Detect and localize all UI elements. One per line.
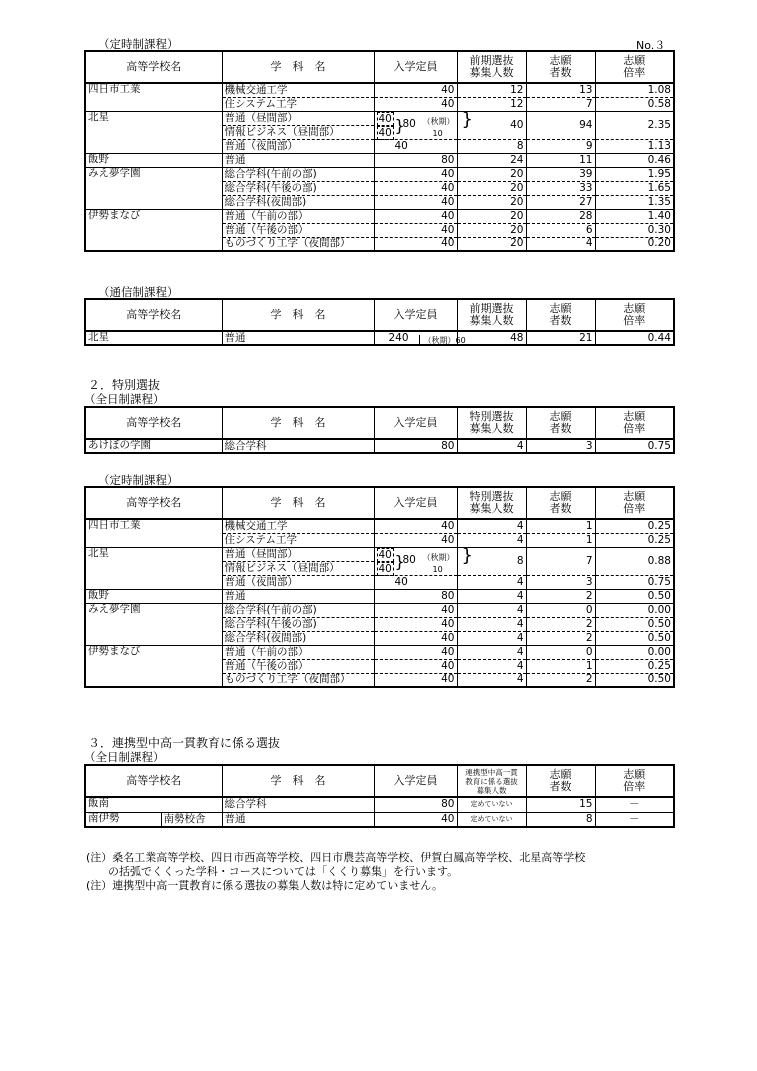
table-row: ものづくり工学（夜間部） 40 4 2 0.50 [85, 673, 674, 687]
caption-teiji-1: （定時制課程） [98, 37, 179, 51]
header-early: 前期選抜 募集人数 [457, 51, 526, 83]
caption-tsushin: （通信制課程） [98, 285, 179, 299]
table-tsushin: 高等学校名 学 科 名 入学定員 前期選抜 募集人数 志願 者数 志願 倍率 北星 普通 240 （秋期）60 48 21 0.44 [84, 298, 675, 346]
table-row: 情報ビジネス（昼間部） [85, 561, 674, 575]
table-row: 飯南 総合学科 80 定めていない 15 － [85, 797, 674, 812]
table-row: 総合学科(午後の部) 40 20 33 1.65 [85, 181, 674, 195]
table-row: 北星 普通（昼間部） 40 40 } 80 （秋期） 10 } 40 94 2.35 [85, 111, 674, 125]
table-row: あけぼの学園 総合学科 80 4 3 0.75 [85, 439, 674, 453]
table-special-teiji: 高等学校名 学 科 名 入学定員 特別選抜 募集人数 志願 者数 志願 倍率 四日市工業 機械交通工学 40 4 1 0.25 住システム工学 40 4 1 0.25 北星 普通（昼間部） 40 40 } 80 （秋期） 10 } 8 7 0.88 情報ビジネス（昼間部） 普通（夜間部） 40 4 3 0.75 飯野 普通 80 4 2 0.50 みえ夢学園 総合学科(午前の部) 40 4 0 0.00 総合学科(午後の部) 40 4 2 0.50 総合学科(夜間部) 40 4 2 0.50 伊勢まなび 普通（午前の部） 40 4 0 0.00 普通（午後の部） 40 4 1 0.25 ものづくり工学（夜間部） 40 4 2 0.50 [84, 486, 675, 688]
section2-title: ２．特別選抜 [88, 378, 161, 392]
table-row: みえ夢学園 総合学科(午前の部) 40 20 39 1.95 [85, 167, 674, 181]
table-special-zennichi: 高等学校名 学 科 名 入学定員 特別選抜 募集人数 志願 者数 志願 倍率 あけぼの学園 総合学科 80 4 3 0.75 [84, 406, 675, 454]
table-renkei: 高等学校名 学 科 名 入学定員 連携型中高一貫 教育に係る選抜 募集人数 志願 者数 志願 倍率 飯南 総合学科 80 定めていない 15 － 南伊勢 南勢校舎 普通 40 定めていない 8 － [84, 764, 675, 828]
header-capacity: 入学定員 [374, 51, 457, 83]
table-row: 住システム工学 40 12 7 0.58 [85, 97, 674, 111]
note-line: の括弧でくくった学科・コースについては「くくり募集」を行います。 [86, 865, 459, 878]
note-line: (注）桑名工業高等学校、四日市西高等学校、四日市農芸高等学校、伊賀白鳳高等学校、北星高等学校 [86, 851, 586, 864]
table-row: 飯野 普通 80 4 2 0.50 [85, 589, 674, 603]
table-row: 北星 普通 240 （秋期）60 48 21 0.44 [85, 331, 674, 345]
table-row: 総合学科(夜間部) 40 4 2 0.50 [85, 631, 674, 645]
table-row: 普通（午後の部） 40 20 6 0.30 [85, 223, 674, 237]
table-row: 北星 普通（昼間部） 40 40 } 80 （秋期） 10 } 8 7 0.88 [85, 547, 674, 561]
table-row: 総合学科(夜間部) 40 20 27 1.35 [85, 195, 674, 209]
table-row: 普通（午後の部） 40 4 1 0.25 [85, 659, 674, 673]
header-applicants: 志願 者数 [526, 51, 595, 83]
table-row: 情報ビジネス（昼間部） [85, 125, 674, 139]
table-row: 住システム工学 40 4 1 0.25 [85, 533, 674, 547]
header-dept: 学 科 名 [222, 51, 374, 83]
brace-icon: } [461, 544, 473, 566]
kukuri-cell: 40 40 } 80 （秋期） 10 [374, 547, 457, 575]
brace-icon: } [394, 115, 405, 135]
table-row: 四日市工業 機械交通工学 40 4 1 0.25 [85, 519, 674, 533]
notes [86, 851, 585, 893]
caption-zennichi-2: （全日制課程） [84, 392, 165, 406]
header-ratio: 志願 倍率 [595, 51, 674, 83]
section3-title: ３．連携型中高一貫教育に係る選抜 [88, 736, 281, 750]
caption-zennichi-3: （全日制課程） [84, 750, 165, 764]
kukuri-cell: 40 40 } 80 （秋期） 10 [374, 111, 457, 139]
caption-teiji-2: （定時制課程） [98, 473, 179, 487]
header-school: 高等学校名 [85, 51, 222, 83]
brace-icon: } [461, 108, 473, 130]
note-line: (注）連携型中高一貫教育に係る選抜の募集人数は特に定めていません。 [86, 879, 443, 892]
table-row: 普通（夜間部） 40 4 3 0.75 [85, 575, 674, 589]
table-row: 南伊勢 南勢校舎 普通 40 定めていない 8 － [85, 812, 674, 827]
table-teiji-early [84, 50, 675, 252]
brace-icon: } [394, 551, 405, 571]
table-row: 伊勢まなび 普通（午前の部） 40 4 0 0.00 [85, 645, 674, 659]
table-row: 四日市工業 機械交通工学 40 12 13 1.08 [85, 83, 674, 97]
table-row: 飯野 普通 80 24 11 0.46 [85, 153, 674, 167]
table-row: ものづくり工学（夜間部） 40 20 4 0.20 [85, 237, 674, 251]
table-row: 普通（夜間部） 40 8 9 1.13 [85, 139, 674, 153]
table-row: 総合学科(午後の部) 40 4 2 0.50 [85, 617, 674, 631]
table-row: みえ夢学園 総合学科(午前の部) 40 4 0 0.00 [85, 603, 674, 617]
page-number: No.３ [636, 39, 666, 52]
table-row: 伊勢まなび 普通（午前の部） 40 20 28 1.40 [85, 209, 674, 223]
